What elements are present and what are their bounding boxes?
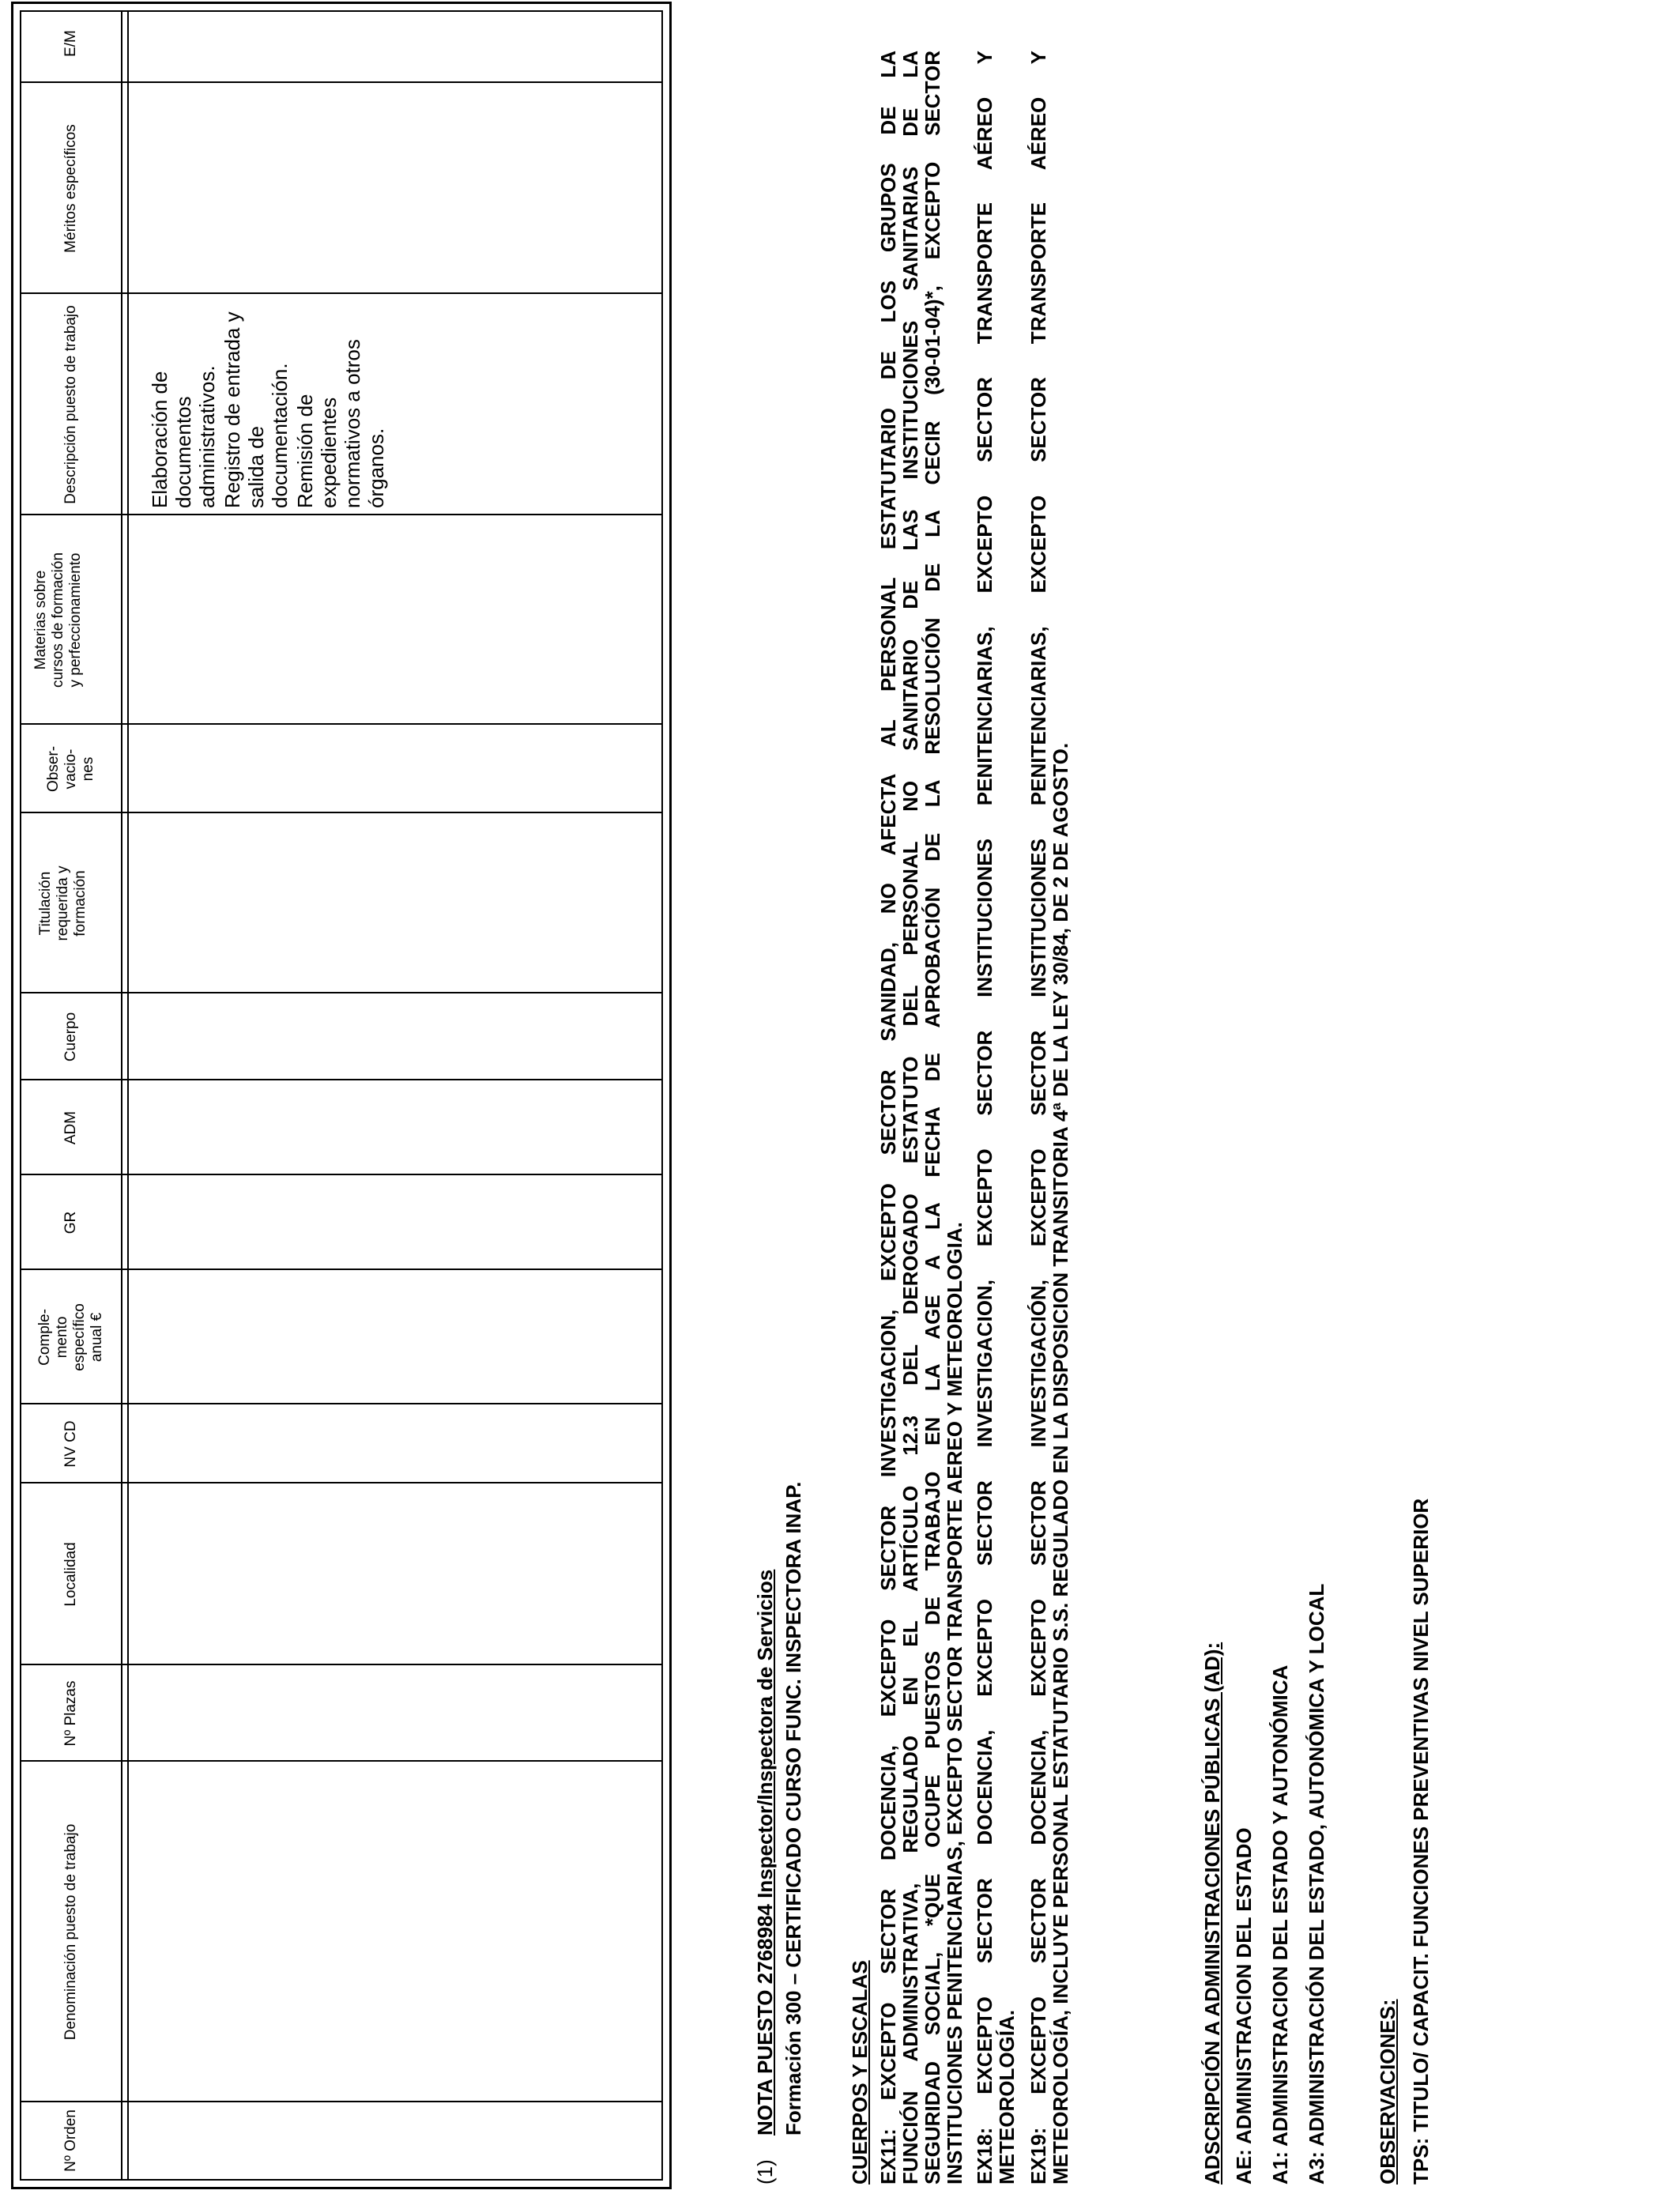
adscripcion-item: A3: ADMINISTRACIÓN DEL ESTADO, AUTONÓMICA Y LOCAL	[1305, 1583, 1328, 2185]
header-complemento: Comple-mento específico anual €	[36, 1303, 105, 1371]
description-item: Registro de entrada y salida de documentación.	[220, 311, 292, 508]
ex11-line: INSTITUCIONES PENITENCIARIAS, EXCEPTO SECTOR TRANSPORTE AEREO Y METEOROLOGIA.	[943, 1222, 966, 2185]
observaciones-title: OBSERVACIONES:	[1376, 1999, 1399, 2185]
ex11-paragraph	[877, 51, 966, 2185]
note-title: NOTA PUESTO 2768984 Inspector/Inspectora de Servicios	[753, 1569, 777, 2136]
header-denominacion: Denominación puesto de trabajo	[62, 1823, 79, 2041]
ex19-line: EX19: EXCEPTO SECTOR DOCENCIA, EXCEPTO SECTOR INVESTIGACIÓN, EXCEPTO SECTOR INSTITUCIONES PENITENCIARIAS, EXCEPTO SECTOR TRANSPORTE AÉREO Y	[1026, 51, 1050, 2185]
ex18-paragraph	[974, 51, 1018, 2185]
header-meritos: Méritos específicos	[62, 124, 79, 253]
header-cuerpo: Cuerpo	[62, 1012, 79, 1062]
note-marker: (1)	[753, 2159, 777, 2185]
header-gr: GR	[62, 1211, 79, 1235]
header-descripcion: Descripción puesto de trabajo	[62, 305, 79, 504]
observaciones-line: TPS: TITULO/ CAPACIT. FUNCIONES PREVENTIVAS NIVEL SUPERIOR	[1409, 1498, 1433, 2185]
header-plazas: Nº Plazas	[62, 1680, 79, 1747]
adscripcion-title: ADSCRIPCIÓN A ADMINISTRACIONES PÚBLICAS (AD):	[1200, 1642, 1224, 2185]
ex18-line: METEOROLOGÍA.	[995, 2010, 1019, 2185]
header-observaciones: Obser-vacio-nes	[45, 745, 96, 793]
header-localidad: Localidad	[62, 1542, 79, 1607]
ex11-line: SEGURIDAD SOCIAL, *QUE OCUPE PUESTOS DE TRABAJO EN LA AGE A LA FECHA DE APROBACIÓN DE LA RESOLUCIÓN DE LA CECIR (30-01-04)*, EXCEPTO SECTOR	[921, 51, 944, 2185]
ex11-line: FUNCIÓN ADMINISTRATIVA, REGULADO EN EL ARTÍCULO 12.3 DEL DEROGADO ESTATUTO DEL PERSONAL NO SANITARIO DE LAS INSTITUCIONES SANITARIAS DE LA	[898, 51, 922, 2185]
header-no-orden: Nº Orden	[62, 2109, 79, 2172]
adscripcion-item: AE: ADMINISTRACION DEL ESTADO	[1232, 1827, 1256, 2185]
header-titulacion: Titulación requerida y formación	[37, 865, 89, 941]
header-materias: Materias sobre cursos de formación y perfeccionamiento	[32, 552, 84, 688]
note-1	[752, 1570, 778, 2185]
header-em: E/M	[62, 30, 79, 57]
ex19-paragraph	[1027, 51, 1072, 2185]
description-item: Elaboración de documentos administrativos.	[148, 365, 219, 508]
header-adm: ADM	[62, 1110, 79, 1145]
ex11-line: EX11: EXCEPTO SECTOR DOCENCIA, EXCEPTO SECTOR INVESTIGACION, EXCEPTO SECTOR SANIDAD, NO AFECTA AL PERSONAL ESTATUTARIO DE LOS GRUPOS DE LA	[876, 51, 900, 2185]
adscripcion-item: A1: ADMINISTRACION DEL ESTADO Y AUTONÓMICA	[1268, 1664, 1292, 2185]
header-nv-cd: NV CD	[62, 1420, 79, 1468]
cuerpos-title: CUERPOS Y ESCALAS	[848, 1960, 872, 2185]
ex18-line: EX18: EXCEPTO SECTOR DOCENCIA, EXCEPTO SECTOR INVESTIGACION, EXCEPTO SECTOR INSTITUCIONES PENITENCIARIAS, EXCEPTO SECTOR TRANSPORTE AÉREO Y	[973, 51, 996, 2185]
ex19-line: METEOROLOGÍA, INCLUYE PERSONAL ESTATUTARIO S.S. REGULADO EN LA DISPOSICION TRANSITORIA 4ª DE LA LEY 30/84, DE 2 DE AGOSTO.	[1049, 742, 1072, 2185]
description-item: Remisión de expedientes normativos a otros órganos.	[293, 339, 388, 508]
note-formacion: Formación 300 – CERTIFICADO CURSO FUNC. INSPECTORA INAP.	[782, 1481, 805, 2136]
